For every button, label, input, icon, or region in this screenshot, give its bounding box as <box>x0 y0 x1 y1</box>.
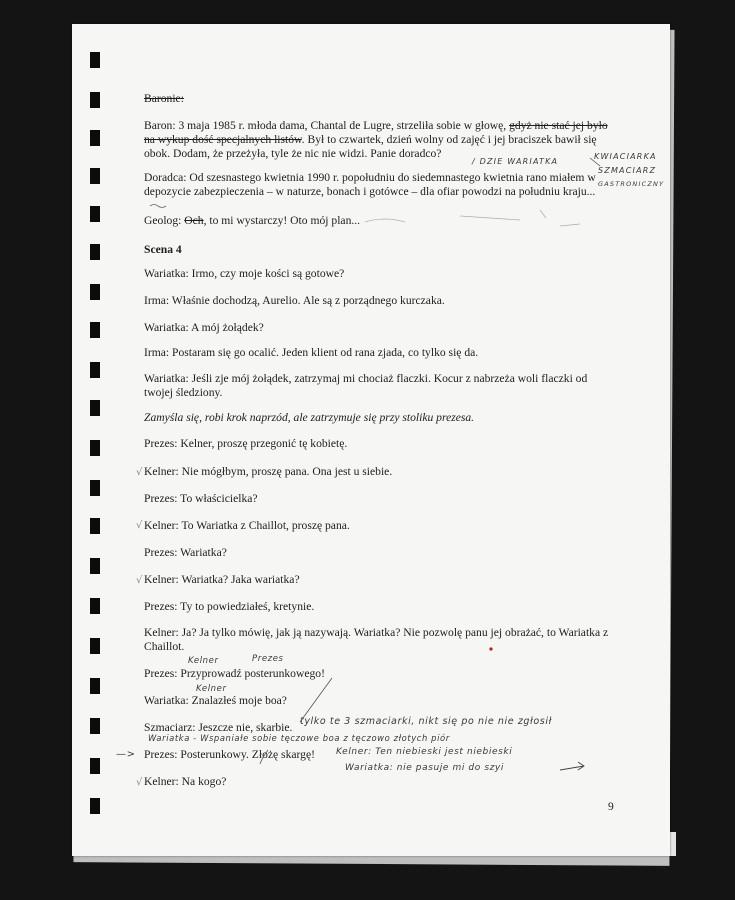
scene-heading: Scena 4 <box>144 243 182 256</box>
handwritten-note: Wariatka - Wspaniałe sobie tęczowe boa z tęczowo złotych piór <box>148 733 450 743</box>
pencil-scribble-icon <box>150 205 166 208</box>
dialogue-line: Wariatka: A mój żołądek? <box>144 321 264 334</box>
dialogue-line: Kelner: Nie mógłbym, proszę pana. Ona jest u siebie. <box>144 465 393 478</box>
geolog-line: Geolog: Och, to mi wystarczy! Oto mój plan... <box>144 214 361 227</box>
handwritten-note: Kelner: Ten niebieski jest niebieski <box>336 747 513 757</box>
doradca-line-1: Doradca: Od szesnastego kwietnia 1990 r. popołudniu do siedemnastego kwietnia rano miałem w <box>144 171 596 184</box>
dialogue-line: Wariatka: Irmo, czy moje kości są gotowe? <box>144 267 345 280</box>
pencil-line-icon <box>260 750 268 764</box>
dialogue-line: Wariatka: Znalazłeś moje boa? <box>144 694 287 707</box>
check-mark-icon: √ <box>136 520 143 531</box>
baron-line-2: na wykup dość specjalnych listów. Był to czwartek, dzień wolny od zajęć i jej braciszek bawił się <box>144 133 597 146</box>
handwritten-note: tylko te 3 szmaciarki, nikt się po nie nie zgłosił <box>300 716 552 727</box>
check-mark-icon: √ <box>136 467 143 478</box>
dialogue-line: Prezes: To właścicielka? <box>144 492 258 505</box>
check-mark-icon: √ <box>136 777 143 788</box>
dialogue-line: Chaillot. <box>144 640 185 653</box>
baron-line-3: obok. Dodam, że przeżyła, tyle że nic nie widzi. Panie doradco? <box>144 147 442 160</box>
dialogue-line: Prezes: Przyprowadź posterunkowego! <box>144 667 325 680</box>
arrow-icon: —> <box>116 749 136 760</box>
pencil-line-icon <box>300 678 332 722</box>
handwritten-note: GASTRONICZNY <box>598 180 665 188</box>
pencil-scribble-icon <box>365 210 580 226</box>
dialogue-line: Kelner: Wariatka? Jaka wariatka? <box>144 573 300 586</box>
red-dot <box>489 647 492 650</box>
dialogue-line: Prezes: Ty to powiedziałeś, kretynie. <box>144 600 315 613</box>
dialogue-line: Kelner: To Wariatka z Chaillot, proszę pana. <box>144 519 350 532</box>
dialogue-line: Prezes: Wariatka? <box>144 546 227 559</box>
handwritten-note: Prezes <box>252 654 284 664</box>
dialogue-line: Irma: Postaram się go ocalić. Jeden klient od rana zjada, co tylko się da. <box>144 346 479 359</box>
baron-line-1: Baron: 3 maja 1985 r. młoda dama, Chantal de Lugre, strzeliła sobie w głowę, gdyż nie stać jej było <box>144 119 608 132</box>
dialogue-line: Prezes: Posterunkowy. Złożę skargę! <box>144 748 315 761</box>
handwritten-note: Wariatka: nie pasuje mi do szyi <box>345 763 504 773</box>
doradca-line-2: depozycie zabezpieczenia – w naturze, bonach i gotówce – dla ofiar powodzi na południu kraju... <box>144 185 596 198</box>
dialogue-line: Szmaciarz: Jeszcze nie, skarbie. <box>144 721 293 734</box>
dialogue-line: Irma: Właśnie dochodzą, Aurelio. Ale są z porządnego kurczaka. <box>144 294 445 307</box>
handwritten-note: Kelner <box>196 684 227 694</box>
page-number: 9 <box>608 801 614 813</box>
dialogue-line: Kelner: Ja? Ja tylko mówię, jak ją nazywają. Wariatka? Nie pozwolę panu jej obrażać, to Wariatka z <box>144 626 609 639</box>
handwritten-note: Kelner <box>188 656 219 666</box>
check-mark-icon: √ <box>136 575 143 586</box>
arrow-icon <box>560 762 584 770</box>
stage-direction: Zamyśla się, robi krok naprzód, ale zatrzymuje się przy stoliku prezesa. <box>144 411 475 424</box>
handwritten-note: SZMACIARZ <box>598 166 657 175</box>
handwritten-note: / DZIE WARIATKA <box>472 157 559 166</box>
dialogue-line: Kelner: Na kogo? <box>144 775 227 788</box>
dialogue-line: twojej śledziony. <box>144 386 223 399</box>
dialogue-line: Wariatka: Jeśli zje mój żołądek, zatrzymaj mi chociaż flaczki. Kocur z nabrzeża woli flaczki od <box>144 372 588 385</box>
dialogue-line: Prezes: Kelner, proszę przegonić tę kobietę. <box>144 437 348 450</box>
handwritten-note: KWIACIARKA <box>594 152 657 161</box>
pencil-line-icon <box>590 158 600 166</box>
struck-heading: Baronie: <box>144 92 184 105</box>
